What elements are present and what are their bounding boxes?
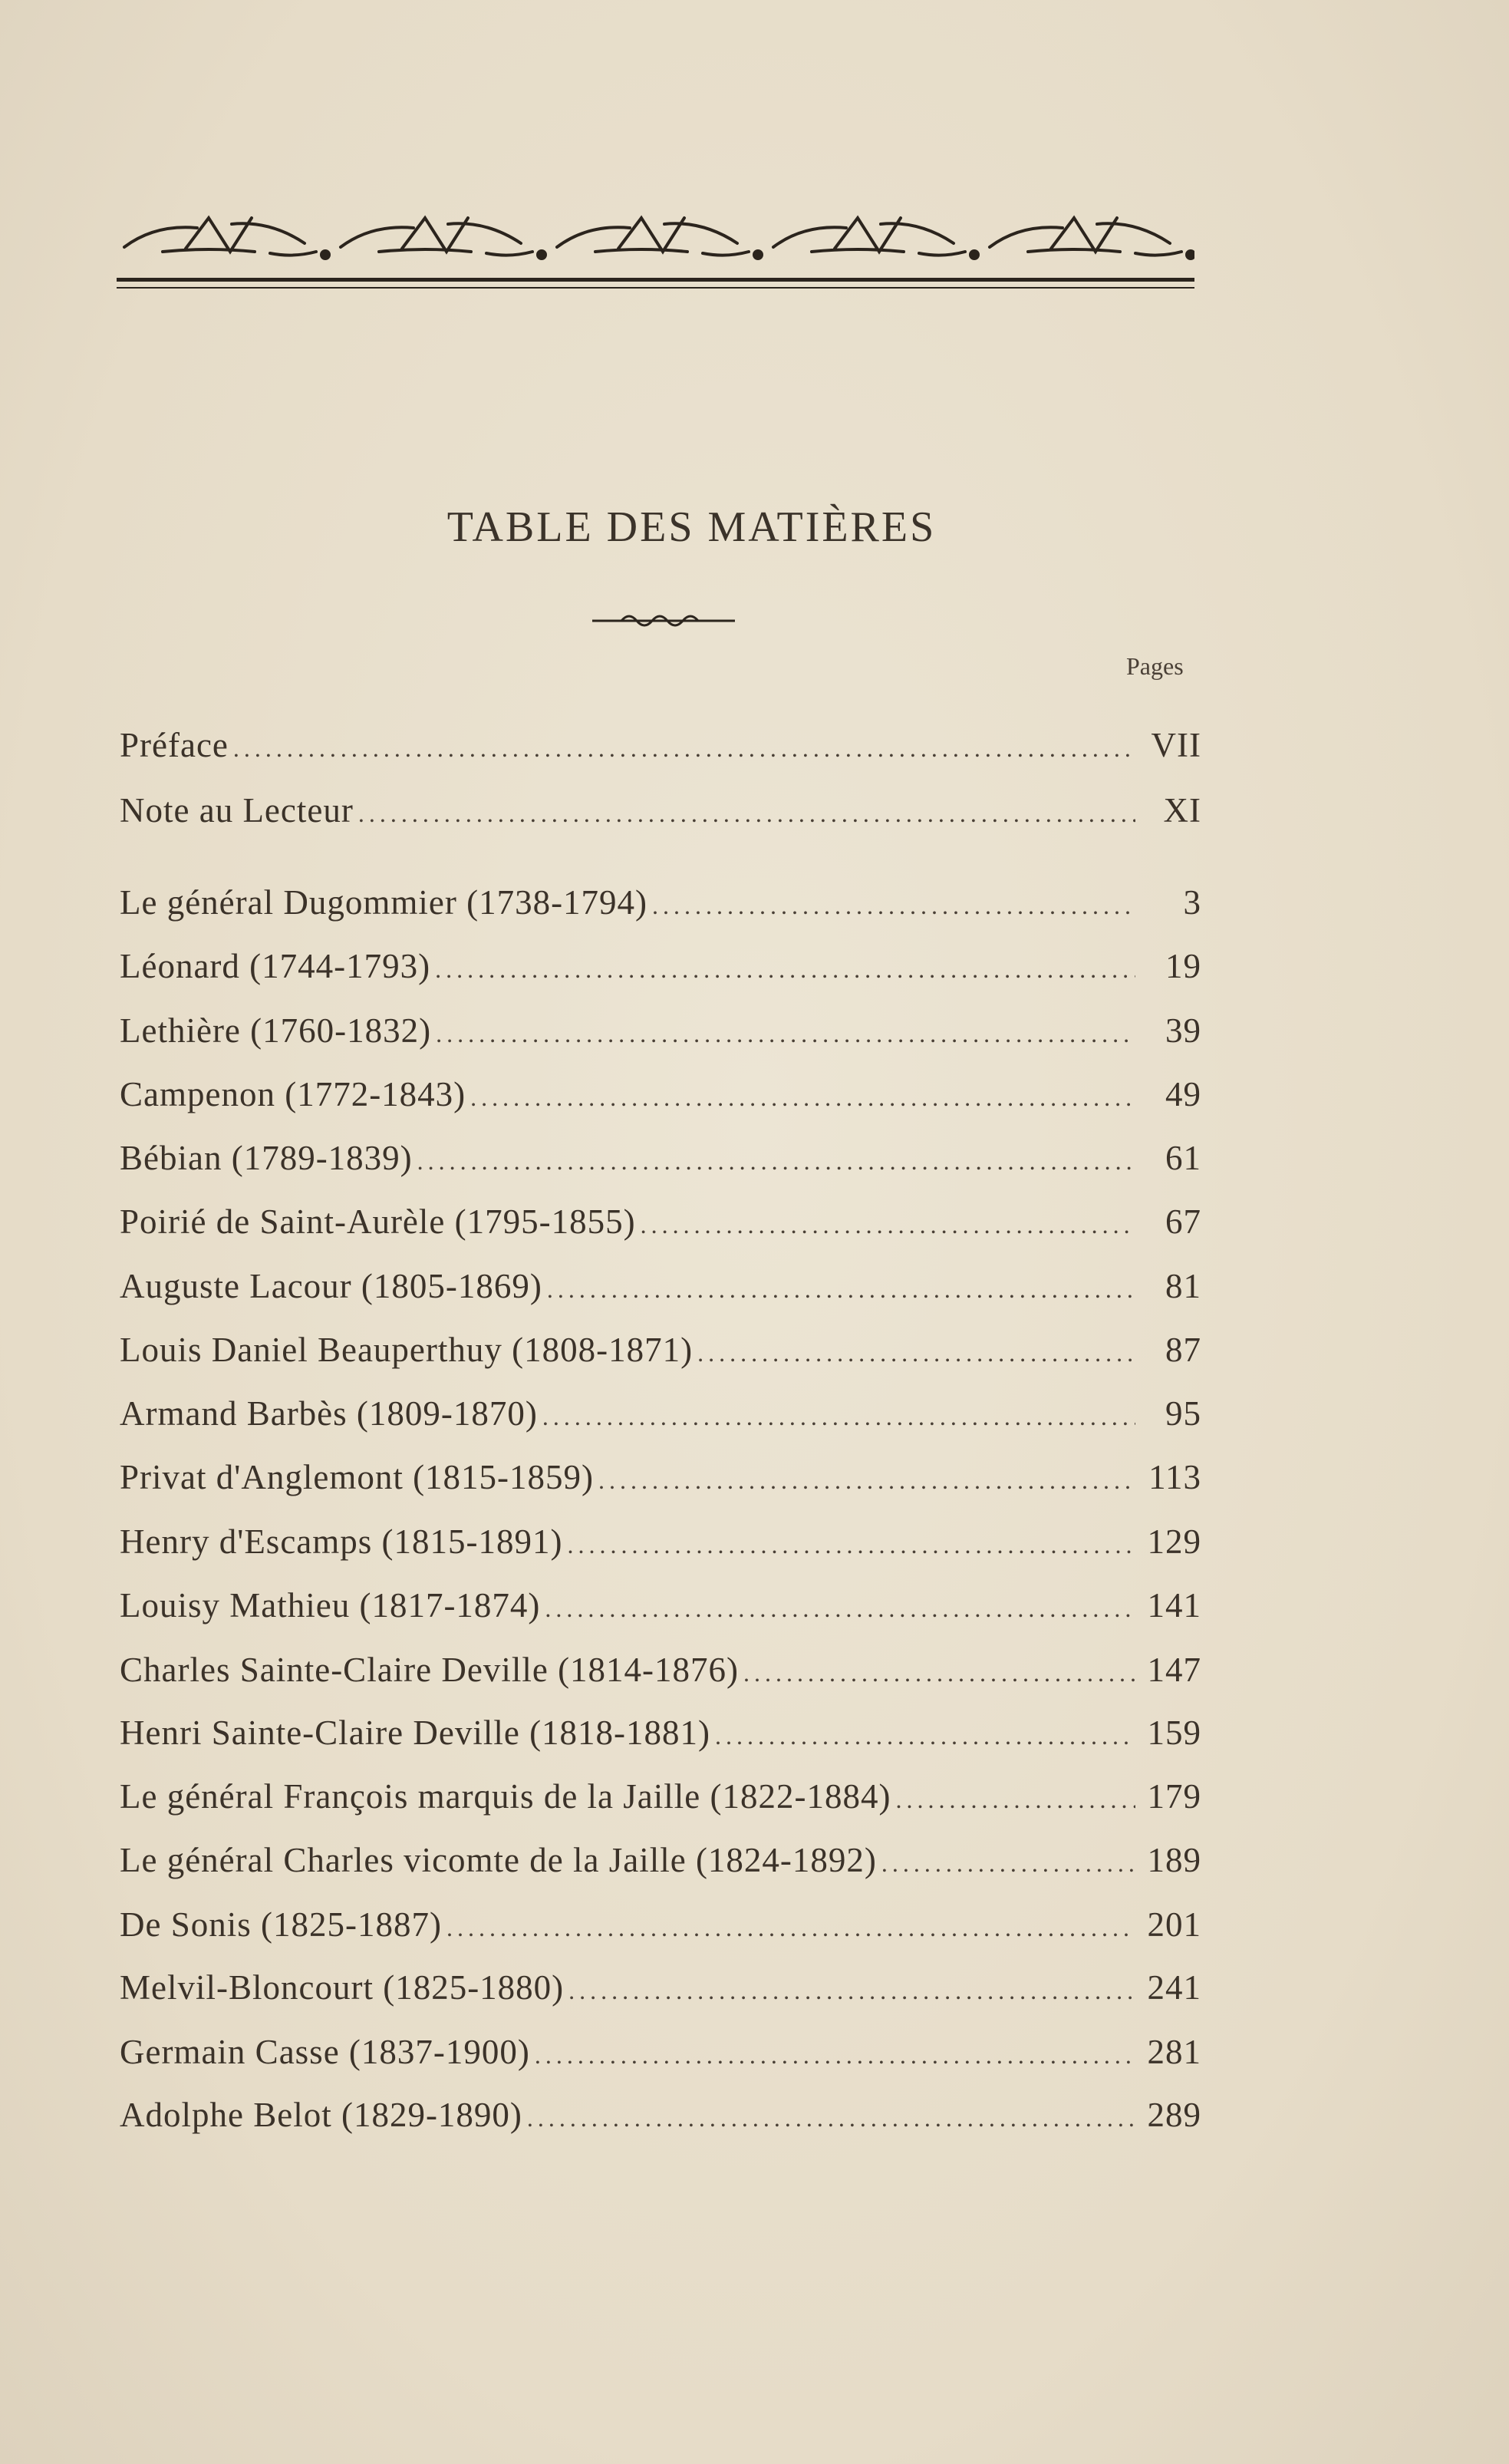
- toc-entry-page: 67: [1165, 1202, 1201, 1241]
- dot-leader: [417, 1147, 1135, 1176]
- palmette-motif: [341, 218, 532, 256]
- dot-leader: [470, 1084, 1135, 1112]
- dot-leader: [715, 1722, 1135, 1750]
- toc-entry: [120, 790, 1201, 836]
- toc-entry: [120, 1202, 1201, 1248]
- toc-entry-title: Henri Sainte-Claire Deville (1818-1881): [120, 1714, 711, 1752]
- toc-entry-title: Le général Dugommier (1738-1794): [120, 883, 648, 922]
- toc-entry-page: 129: [1147, 1522, 1201, 1561]
- toc-entry-page: 3: [1183, 883, 1201, 922]
- palmette-motif: [557, 218, 749, 256]
- toc-entry: [120, 1138, 1201, 1184]
- toc-entry: [120, 1522, 1201, 1568]
- dot-leader: [446, 1914, 1135, 1942]
- toc-entry-title: Melvil-Bloncourt (1825-1880): [120, 1968, 565, 2007]
- toc-entry-title: Privat d'Anglemont (1815-1859): [120, 1458, 595, 1496]
- toc-entry: [120, 1776, 1201, 1822]
- toc-entry-title: Poirié de Saint-Aurèle (1795-1855): [120, 1202, 636, 1241]
- toc-entry: [120, 2095, 1201, 2141]
- toc-entry: [120, 1968, 1201, 2014]
- toc-entry: [120, 1330, 1201, 1376]
- toc-entry-page: 95: [1165, 1394, 1201, 1433]
- dot-leader: [743, 1659, 1135, 1687]
- toc-entry-title: Auguste Lacour (1805-1869): [120, 1267, 542, 1305]
- toc-entry-page: 61: [1165, 1139, 1201, 1177]
- toc-entry-title: Le général François marquis de la Jaille (1822-1884): [120, 1777, 891, 1816]
- dot-leader: [547, 1275, 1135, 1304]
- toc-entry-page: 141: [1147, 1586, 1201, 1625]
- dot-leader: [598, 1466, 1135, 1495]
- dot-leader: [697, 1339, 1135, 1367]
- toc-entry-page: 81: [1165, 1267, 1201, 1305]
- toc-entry-page: 179: [1147, 1777, 1201, 1816]
- dot-leader: [641, 1211, 1135, 1239]
- toc-entry: [120, 882, 1201, 929]
- pages-column-label: Pages: [1126, 652, 1184, 680]
- toc-entry-title: Le général Charles vicomte de la Jaille (1824-1892): [120, 1841, 877, 1879]
- toc-entry-title: Germain Casse (1837-1900): [120, 2033, 530, 2071]
- dot-leader: [895, 1786, 1135, 1814]
- toc-entry: [120, 1905, 1201, 1951]
- palmette-motif: [773, 218, 965, 256]
- toc-entry-title: Henry d'Escamps (1815-1891): [120, 1522, 563, 1561]
- dot-leader: [568, 1977, 1135, 2005]
- toc-entry-page: 241: [1147, 1968, 1201, 2007]
- dot-leader: [233, 734, 1135, 763]
- toc-entry: [120, 725, 1201, 771]
- toc-entry-title: Louisy Mathieu (1817-1874): [120, 1586, 541, 1625]
- toc-entry-title: Lethière (1760-1832): [120, 1011, 432, 1050]
- toc-entry: [120, 1011, 1201, 1057]
- palmette-motif: [990, 218, 1181, 256]
- dot-leader: [527, 2104, 1135, 2132]
- dot-leader: [542, 1403, 1135, 1431]
- toc-entry-title: De Sonis (1825-1887): [120, 1905, 442, 1944]
- dot-leader: [435, 955, 1135, 984]
- dot-leader: [358, 800, 1135, 828]
- toc-entry-title: Note au Lecteur: [120, 791, 354, 830]
- dot-leader: [535, 2041, 1135, 2070]
- toc-entry: [120, 2032, 1201, 2078]
- toc-entry-page: 281: [1147, 2033, 1201, 2071]
- toc-entry: [120, 1074, 1201, 1120]
- palmette-motif: [124, 218, 316, 256]
- toc-entry: [120, 1585, 1201, 1631]
- toc-entry-title: Louis Daniel Beauperthuy (1808-1871): [120, 1331, 694, 1369]
- toc-entry: [120, 1713, 1201, 1759]
- toc-entry-page: 159: [1147, 1714, 1201, 1752]
- toc-entry-title: Léonard (1744-1793): [120, 947, 431, 985]
- header-ornament: [117, 201, 1194, 293]
- dot-leader: [545, 1595, 1135, 1623]
- toc-entry: [120, 1650, 1201, 1696]
- toc-entry-page: 49: [1165, 1075, 1201, 1113]
- toc-entry-title: Armand Barbès (1809-1870): [120, 1394, 538, 1433]
- toc-entry-title: Campenon (1772-1843): [120, 1075, 466, 1113]
- toc-entry: [120, 1840, 1201, 1886]
- page-title: TABLE DES MATIÈRES: [446, 503, 937, 551]
- toc-entry-page: 19: [1165, 947, 1201, 985]
- toc-entry-page: 147: [1147, 1651, 1201, 1689]
- toc-entry-page: 201: [1147, 1905, 1201, 1944]
- toc-entry-title: Bébian (1789-1839): [120, 1139, 413, 1177]
- toc-entry-page: 189: [1147, 1841, 1201, 1879]
- toc-entry-page: 39: [1165, 1011, 1201, 1050]
- toc-entry-title: Adolphe Belot (1829-1890): [120, 2096, 522, 2134]
- toc-entry: [120, 1457, 1201, 1503]
- dot-leader: [652, 892, 1135, 920]
- toc-entry-title: Préface: [120, 726, 229, 764]
- toc-entry-page: 87: [1165, 1331, 1201, 1369]
- dot-leader: [567, 1531, 1135, 1559]
- toc-entry-title: Charles Sainte-Claire Deville (1814-1876): [120, 1651, 740, 1689]
- toc-entry-page: 289: [1147, 2096, 1201, 2134]
- title-ornament: [591, 610, 736, 630]
- toc-entry-page: XI: [1163, 791, 1201, 830]
- toc-entry-page: 113: [1148, 1458, 1201, 1496]
- dot-leader: [436, 1020, 1135, 1048]
- toc-entry: [120, 946, 1201, 992]
- dot-leader: [881, 1849, 1135, 1878]
- toc-entry-page: VII: [1151, 726, 1201, 764]
- toc-entry: [120, 1394, 1201, 1440]
- toc-entry: [120, 1266, 1201, 1312]
